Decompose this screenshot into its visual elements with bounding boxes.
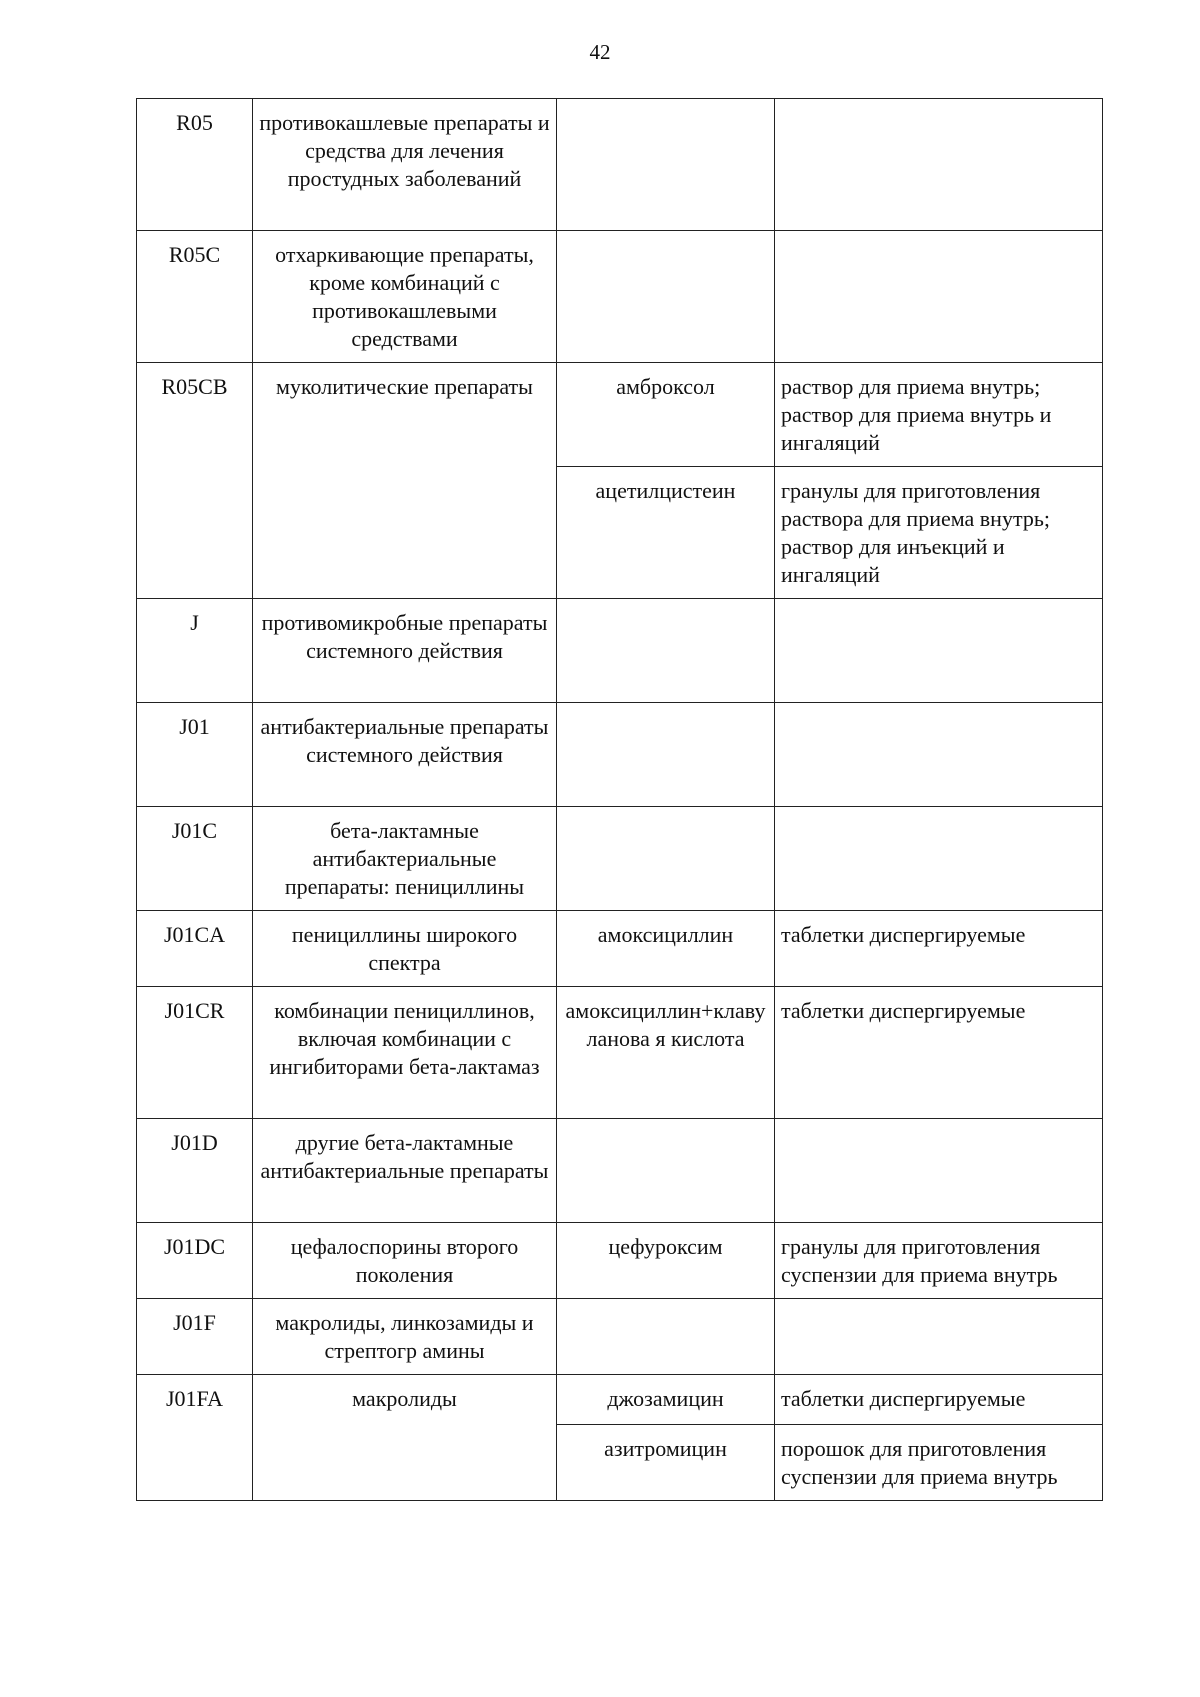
drug-name-cell: ацетилцистеин (557, 467, 775, 599)
table-row (137, 703, 1103, 807)
drug-name-cell: цефуроксим (557, 1223, 775, 1299)
dosage-form-cell (775, 599, 1103, 703)
drug-name-cell: азитромицин (557, 1425, 775, 1501)
dosage-form-cell: таблетки диспергируемые (775, 911, 1103, 987)
drug-name-cell (557, 807, 775, 911)
atc-code-cell: J01DC (137, 1223, 253, 1299)
table-body (137, 99, 1103, 1501)
page-number: 42 (589, 40, 611, 64)
atc-code-cell: J01CA (137, 911, 253, 987)
dosage-form-cell: таблетки диспергируемые (775, 1375, 1103, 1425)
drug-group-cell: антибактериальные препараты системного действия (253, 703, 557, 807)
drug-name-cell (557, 703, 775, 807)
table-row (137, 1119, 1103, 1223)
dosage-form-cell: гранулы для приготовления раствора для приема внутрь; раствор для инъекций и ингаляций (775, 467, 1103, 599)
drug-group-cell: цефалоспорины второго поколения (253, 1223, 557, 1299)
atc-code-cell: R05 (137, 99, 253, 231)
table-row (137, 363, 1103, 467)
table-row (137, 1375, 1103, 1425)
drug-group-cell: макролиды (253, 1375, 557, 1501)
drug-group-cell: противомикробные препараты системного действия (253, 599, 557, 703)
drug-name-cell (557, 1119, 775, 1223)
drug-name-cell: амоксициллин (557, 911, 775, 987)
drug-group-cell: комбинации пенициллинов, включая комбинации с ингибиторами бета-лактамаз (253, 987, 557, 1119)
dosage-form-cell (775, 1299, 1103, 1375)
dosage-form-cell (775, 703, 1103, 807)
drug-name-cell (557, 99, 775, 231)
drug-group-cell: муколитические препараты (253, 363, 557, 599)
atc-code-cell: J01CR (137, 987, 253, 1119)
drug-group-cell: пенициллины широкого спектра (253, 911, 557, 987)
atc-code-cell: R05C (137, 231, 253, 363)
drug-group-cell: отхаркивающие препараты, кроме комбинаций с противокашлевыми средствами (253, 231, 557, 363)
table-row (137, 807, 1103, 911)
table-row (137, 1223, 1103, 1299)
drug-name-cell: джозамицин (557, 1375, 775, 1425)
drug-group-cell: противокашлевые препараты и средства для лечения простудных заболеваний (253, 99, 557, 231)
dosage-form-cell (775, 807, 1103, 911)
drug-name-cell: амоксициллин+клавуланова я кислота (557, 987, 775, 1119)
dosage-form-cell: гранулы для приготовления суспензии для приема внутрь (775, 1223, 1103, 1299)
atc-code-cell: J (137, 599, 253, 703)
drug-group-cell: бета-лактамные антибактериальные препараты: пенициллины (253, 807, 557, 911)
table-row (137, 987, 1103, 1119)
table-row (137, 911, 1103, 987)
atc-code-cell: R05CB (137, 363, 253, 599)
table-row (137, 99, 1103, 231)
drug-classification-table (136, 98, 1103, 1501)
drug-name-cell (557, 231, 775, 363)
atc-code-cell: J01FA (137, 1375, 253, 1501)
atc-code-cell: J01F (137, 1299, 253, 1375)
table-row (137, 231, 1103, 363)
dosage-form-cell: раствор для приема внутрь; раствор для приема внутрь и ингаляций (775, 363, 1103, 467)
drug-name-cell (557, 599, 775, 703)
drug-group-cell: другие бета-лактамные антибактериальные препараты (253, 1119, 557, 1223)
atc-code-cell: J01D (137, 1119, 253, 1223)
dosage-form-cell: таблетки диспергируемые (775, 987, 1103, 1119)
dosage-form-cell (775, 99, 1103, 231)
table-row (137, 1299, 1103, 1375)
atc-code-cell: J01 (137, 703, 253, 807)
dosage-form-cell (775, 231, 1103, 363)
dosage-form-cell (775, 1119, 1103, 1223)
atc-code-cell: J01C (137, 807, 253, 911)
dosage-form-cell: порошок для приготовления суспензии для приема внутрь (775, 1425, 1103, 1501)
drug-group-cell: макролиды, линкозамиды и стрептогр амины (253, 1299, 557, 1375)
drug-name-cell (557, 1299, 775, 1375)
table-row (137, 599, 1103, 703)
drug-name-cell: амброксол (557, 363, 775, 467)
